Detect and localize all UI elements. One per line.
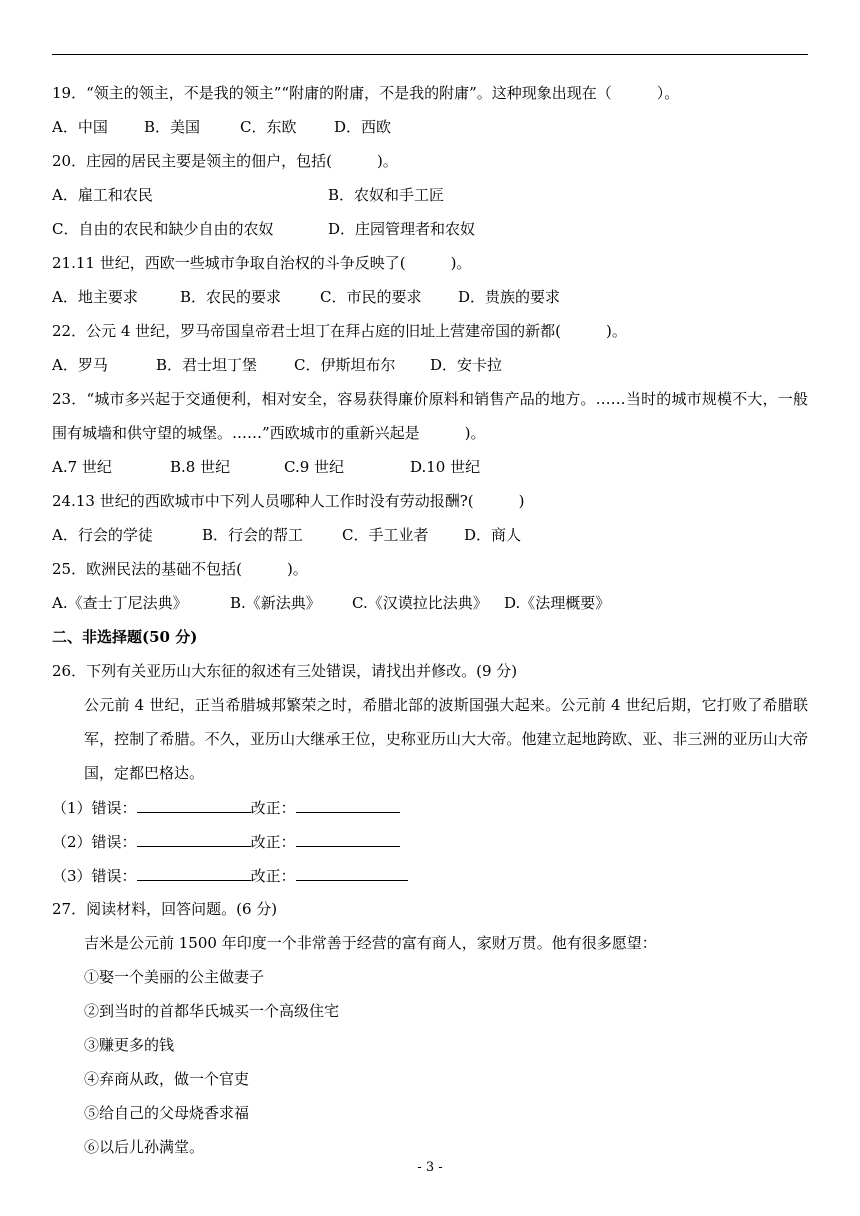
- question-25-options: [52, 586, 808, 620]
- question-26-stem: 26．下列有关亚历山大东征的叙述有三处错误，请找出并修改。(9 分): [52, 662, 518, 680]
- option-c: C．手工业者: [342, 526, 429, 544]
- answer-row-3: [52, 858, 808, 892]
- option-c: C.9 世纪: [284, 458, 345, 476]
- answer-number: （2）: [52, 833, 92, 851]
- option-c: C．东欧: [240, 118, 297, 136]
- option-b: B．君士坦丁堡: [156, 356, 258, 374]
- option-c: C.《汉谟拉比法典》: [352, 594, 488, 612]
- option-b: B．行会的帮工: [202, 526, 304, 544]
- option-a: A．雇工和农民: [52, 186, 153, 204]
- option-a: A．中国: [52, 118, 108, 136]
- option-b: B．农民的要求: [180, 288, 282, 306]
- question-19-options: [52, 110, 808, 144]
- question-20-stem: 20．庄园的居民主要是领主的佃户，包括( )。: [52, 152, 398, 170]
- fix-label: 改正：: [250, 833, 296, 851]
- question-27-intro: 吉米是公元前 1500 年印度一个非常善于经营的富有商人，家财万贯。他有很多愿望：: [84, 934, 657, 952]
- error-blank[interactable]: [137, 790, 251, 813]
- option-d: D.10 世纪: [410, 458, 481, 476]
- fix-blank[interactable]: [296, 790, 400, 813]
- error-blank[interactable]: [137, 824, 251, 847]
- question-23-stem: 23．“城市多兴起于交通便利，相对安全，容易获得廉价原料和销售产品的地方。……当时的城市规模不大，一般围有城墙和供守望的城堡。……”西欧城市的重新兴起是 )。: [52, 390, 808, 442]
- question-23-options: [52, 450, 808, 484]
- option-d: D．西欧: [334, 118, 392, 136]
- error-blank[interactable]: [137, 858, 251, 881]
- question-21-stem: 21.11 世纪，西欧一些城市争取自治权的斗争反映了( )。: [52, 254, 472, 272]
- option-a: A．罗马: [52, 356, 108, 374]
- option-b: B.8 世纪: [170, 458, 231, 476]
- wish-item-6: ⑥以后儿孙满堂。: [84, 1138, 205, 1156]
- header-rule: [52, 54, 808, 55]
- question-24-stem: 24.13 世纪的西欧城市中下列人员哪种人工作时没有劳动报酬?( ): [52, 492, 525, 510]
- question-26-passage: 公元前 4 世纪，正当希腊城邦繁荣之时，希腊北部的波斯国强大起来。公元前 4 世纪后期，它打败了希腊联军，控制了希腊。不久，亚历山大继承王位，史称亚历山大大帝。他建立起地跨欧、亚、非三洲的亚历山大帝国，定都巴格达。: [84, 696, 808, 782]
- option-c: C．伊斯坦布尔: [294, 356, 396, 374]
- wish-item-2: ②到当时的首都华氏城买一个高级住宅: [84, 1002, 340, 1020]
- option-c: C．市民的要求: [320, 288, 422, 306]
- option-d: D．安卡拉: [430, 356, 503, 374]
- question-21-options: [52, 280, 808, 314]
- fix-blank[interactable]: [296, 858, 408, 881]
- option-b: B．农奴和手工匠: [328, 186, 445, 204]
- wish-item-1: ①娶一个美丽的公主做妻子: [84, 968, 265, 986]
- option-c: C．自由的农民和缺少自由的农奴: [52, 220, 274, 238]
- option-b: B.《新法典》: [230, 594, 321, 612]
- wish-item-5: ⑤给自己的父母烧香求福: [84, 1104, 250, 1122]
- option-a: A.《查士丁尼法典》: [52, 594, 188, 612]
- option-a: A.7 世纪: [52, 458, 112, 476]
- question-20-options-row2: [52, 212, 808, 246]
- option-d: D．贵族的要求: [458, 288, 561, 306]
- question-27-stem: 27．阅读材料，回答问题。(6 分): [52, 900, 278, 918]
- error-label: 错误：: [91, 799, 137, 817]
- wish-item-4: ④弃商从政，做一个官吏: [84, 1070, 250, 1088]
- question-22-options: [52, 348, 808, 382]
- question-25-stem: 25．欧洲民法的基础不包括( )。: [52, 560, 308, 578]
- page-content: [52, 76, 808, 1164]
- option-d: D．商人: [464, 526, 522, 544]
- page-number: - 3 -: [417, 1160, 443, 1175]
- option-b: B．美国: [144, 118, 201, 136]
- error-label: 错误：: [91, 867, 137, 885]
- option-d: D.《法理概要》: [504, 594, 611, 612]
- fix-label: 改正：: [250, 799, 296, 817]
- question-20-options-row1: [52, 178, 808, 212]
- answer-number: （1）: [52, 799, 92, 817]
- answer-row-2: [52, 824, 808, 858]
- wish-item-3: ③赚更多的钱: [84, 1036, 175, 1054]
- section-heading: 二、非选择题(50 分): [52, 628, 198, 646]
- question-19-stem: 19．“领主的领主，不是我的领主”“附庸的附庸，不是我的附庸”。这种现象出现在（ ）。: [52, 84, 680, 102]
- answer-number: （3）: [52, 867, 92, 885]
- error-label: 错误：: [91, 833, 137, 851]
- option-a: A．行会的学徒: [52, 526, 153, 544]
- question-24-options: [52, 518, 808, 552]
- fix-label: 改正：: [250, 867, 296, 885]
- question-22-stem: 22．公元 4 世纪，罗马帝国皇帝君士坦丁在拜占庭的旧址上营建帝国的新都( )。: [52, 322, 627, 340]
- option-a: A．地主要求: [52, 288, 138, 306]
- answer-row-1: [52, 790, 808, 824]
- fix-blank[interactable]: [296, 824, 400, 847]
- option-d: D．庄园管理者和农奴: [328, 220, 476, 238]
